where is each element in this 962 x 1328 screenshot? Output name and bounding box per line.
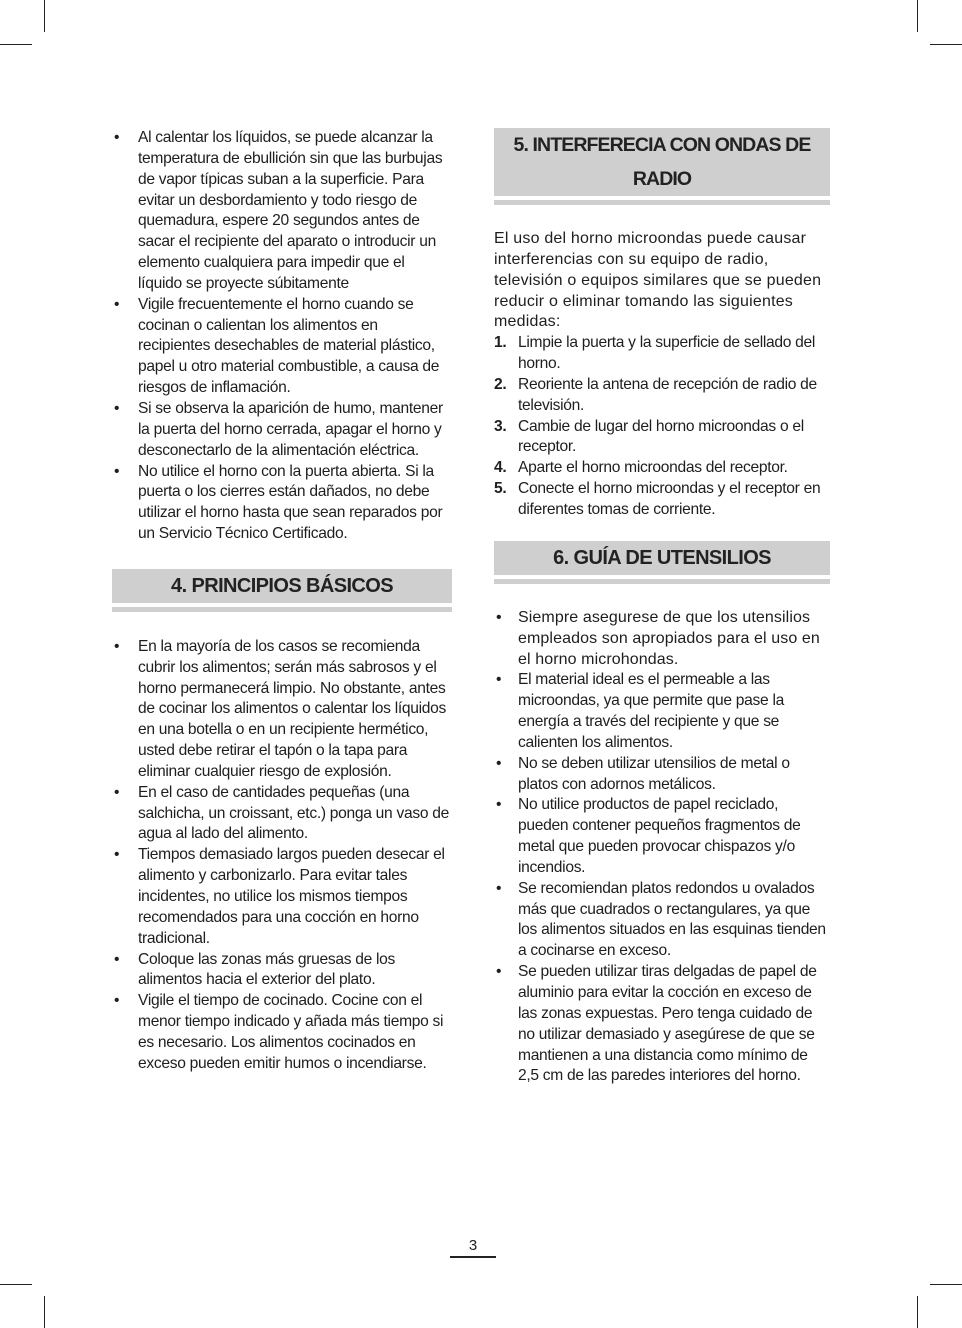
safety-bullet-list (112, 128, 452, 545)
step-text: Conecte el horno microondas y el receptor en diferentes tomas de corriente. (518, 480, 821, 518)
step-number: 2. (494, 375, 507, 393)
step-text: Cambie de lugar del horno microondas o el receptor. (518, 417, 804, 456)
crop-mark (0, 1284, 32, 1285)
list-item (494, 479, 830, 521)
section-4 (112, 569, 452, 1075)
crop-mark (930, 44, 962, 45)
step-number: 3. (494, 417, 507, 435)
step-text: Aparte el horno microondas del receptor. (518, 459, 788, 477)
list-item: • En la mayoría de los casos se recomienda cubrir los alimentos; serán más sabrosos y el horno permanecerá limpio. No obstante, antes de cocinar los alimentos o calentar los líquidos en una botella o en un recipiente hermético, usted debe retirar el tapón o la tapa para eliminar cualquier riesgo de explosión. (112, 637, 452, 783)
crop-mark (917, 0, 918, 32)
list-item: • No utilice el horno con la puerta abierta. Si la puerta o los cierres están dañados, no debe utilizar el horno hasta que sean reparados por un Servicio Técnico Certificado. (112, 462, 452, 545)
heading-rule (494, 200, 830, 205)
crop-mark (44, 1296, 45, 1328)
list-item: • Vigile el tiempo de cocinado. Cocine con el menor tiempo indicado y añada más tiempo si es necesario. Los alimentos cocinados en exceso pueden emitir humos o incendiarse. (112, 991, 452, 1074)
list-item: • Al calentar los líquidos, se puede alcanzar la temperatura de ebullición sin que las burbujas de vapor típicas suban a la superficie. Para evitar un desbordamiento y todo riesgo de quemadura, espere 20 segundos antes de sacar el recipiente del aparato o introducir un elemento cualquiera para impedir que el líquido se proyecte súbitamente (112, 128, 452, 295)
list-item (494, 417, 830, 459)
list-item: • El material ideal es el permeable a las microondas, ya que permite que pase la energía a través del recipiente y que se calienten los alimentos. (494, 670, 830, 753)
left-column (112, 128, 452, 1075)
crop-mark (44, 0, 45, 32)
crop-mark (930, 1284, 962, 1285)
steps-list (494, 333, 830, 521)
heading-rule (494, 579, 830, 584)
list-item: • Tiempos demasiado largos pueden desecar el alimento y carbonizarlo. Para evitar tales incidentes, no utilice los mismos tiempos recomendados para una cocción en horno tradicional. (112, 845, 452, 949)
section-6 (494, 541, 830, 1087)
crop-mark (917, 1296, 918, 1328)
crop-mark (0, 44, 32, 45)
section-heading: 5. INTERFERECIA CON ONDAS DE RADIO (494, 128, 830, 196)
section-heading: 4. PRINCIPIOS BÁSICOS (112, 569, 452, 603)
section-intro: El uso del horno microondas puede causar interferencias con su equipo de radio, televisión o equipos similares que se pueden reducir o eliminar tomando las siguientes medidas: (494, 230, 822, 331)
list-item: • Vigile frecuentemente el horno cuando se cocinan o calientan los alimentos en recipientes desechables de material plástico, papel u otro material combustible, a causa de riesgos de inflamación. (112, 295, 452, 399)
right-column (494, 128, 830, 1087)
list-item: • No utilice productos de papel reciclado, pueden contener pequeños fragmentos de metal que pueden provocar chispazos y/o incendios. (494, 795, 830, 878)
list-item (494, 375, 830, 417)
step-number: 4. (494, 459, 507, 477)
utensils-bullet-list (494, 608, 830, 1087)
step-number: 1. (494, 334, 507, 352)
list-item: • Si se observa la aparición de humo, mantener la puerta del horno cerrada, apagar el horno y desconectarlo de la alimentación eléctrica. (112, 399, 452, 462)
heading-rule (112, 607, 452, 612)
list-item (494, 458, 830, 479)
list-item: • En el caso de cantidades pequeñas (una salchicha, un croissant, etc.) ponga un vaso de agua al lado del alimento. (112, 783, 452, 846)
step-number: 5. (494, 480, 507, 498)
section-5 (494, 128, 830, 521)
list-item: • Siempre asegurese de que los utensilios empleados son apropiados para el uso en el horno microhondas. (494, 608, 830, 671)
page-number: 3 (450, 1238, 496, 1258)
list-item: • No se deben utilizar utensilios de metal o platos con adornos metálicos. (494, 754, 830, 796)
section-heading: 6. GUÍA DE UTENSILIOS (494, 541, 830, 575)
principles-bullet-list (112, 637, 452, 1075)
list-item: • Coloque las zonas más gruesas de los alimentos hacia el exterior del plato. (112, 950, 452, 992)
step-text: Limpie la puerta y la superficie de sellado del horno. (518, 334, 816, 373)
list-item: • Se pueden utilizar tiras delgadas de papel de aluminio para evitar la cocción en exceso de las zonas expuestas. Pero tenga cuidado de no utilizar demasiado y asegúrese de que se mantienen a una distancia como mínimo de 2,5 cm de las paredes interiores del horno. (494, 962, 830, 1087)
list-item: • Se recomiendan platos redondos u ovalados más que cuadrados o rectangulares, ya que los alimentos situados en las esquinas tienden a cocinarse en exceso. (494, 879, 830, 962)
list-item (494, 333, 830, 375)
step-text: Reoriente la antena de recepción de radio de televisión. (518, 375, 817, 414)
